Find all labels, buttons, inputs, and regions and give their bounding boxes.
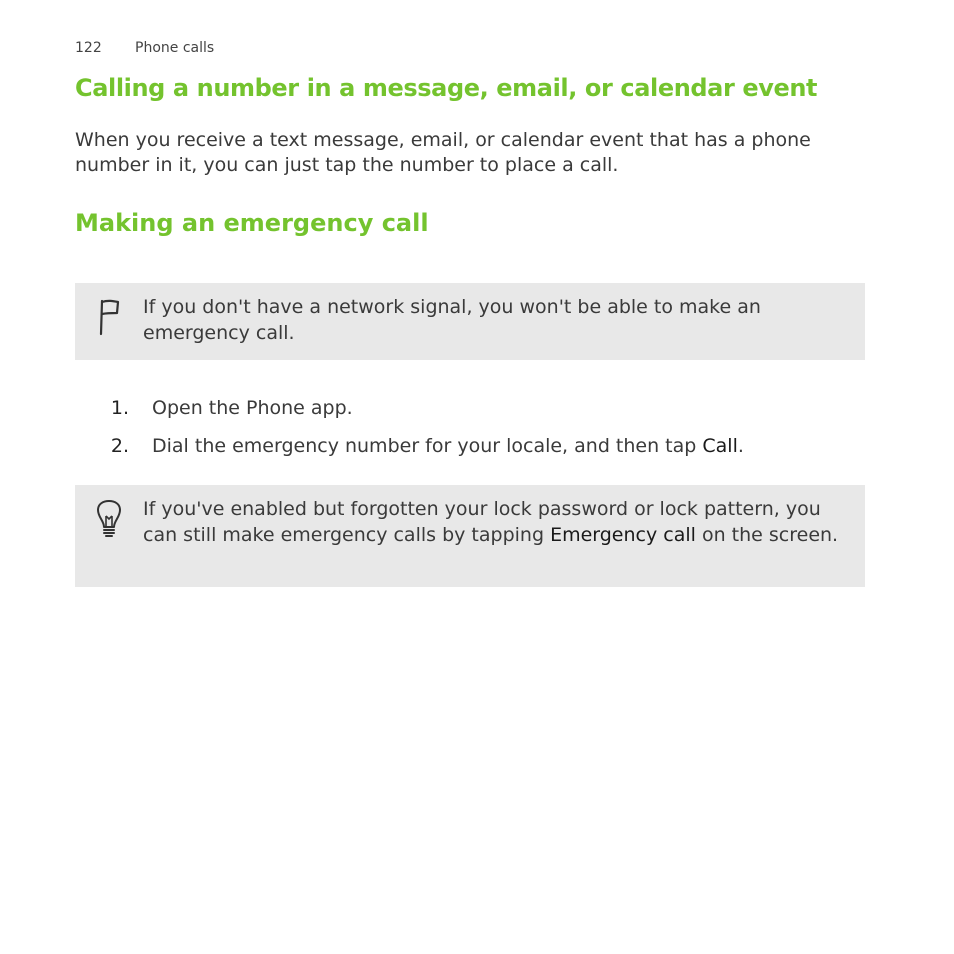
step-text-after: . xyxy=(737,435,744,457)
list-item xyxy=(75,396,865,434)
step-text: Open the Phone app. xyxy=(152,397,353,419)
section-heading-calling-number: Calling a number in a message, email, or calendar event xyxy=(75,74,818,102)
steps-list xyxy=(75,396,865,472)
call-term: Call xyxy=(702,435,738,457)
section-heading-emergency-call: Making an emergency call xyxy=(75,209,429,237)
section-name: Phone calls xyxy=(135,40,215,56)
step-number: 1. xyxy=(110,397,129,419)
note-text: If you don't have a network signal, you won't be able to make an emergency call. xyxy=(143,296,761,344)
page-number: 122 xyxy=(75,40,102,56)
section-body-calling-number: When you receive a text message, email, or calendar event that has a phone number in it, you can just tap the number to place a call. xyxy=(75,129,811,176)
tip-box xyxy=(75,485,865,587)
emergency-call-term: Emergency call xyxy=(550,523,696,546)
step-text-before: Dial the emergency number for your locale, and then tap xyxy=(152,435,703,457)
step-text xyxy=(152,434,744,459)
step-number: 2. xyxy=(110,435,129,457)
tip-text-before: If you've enabled but forgotten your lock password or lock pattern, you can still make emergency calls by tapping xyxy=(143,498,821,546)
list-item xyxy=(75,434,865,472)
lightbulb-icon xyxy=(95,499,123,541)
note-box xyxy=(75,283,865,360)
flag-icon xyxy=(95,297,123,339)
tip-text-after: on the screen. xyxy=(695,523,839,546)
tip-text xyxy=(143,497,847,548)
page-header xyxy=(75,40,214,56)
